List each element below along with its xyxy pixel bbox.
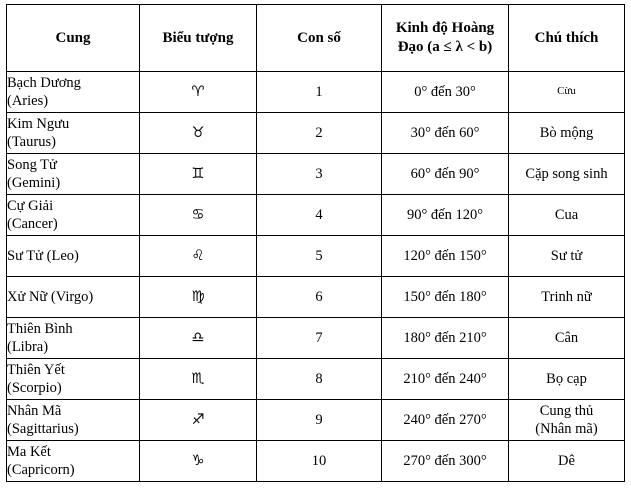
column-header-longitude: Kinh độ Hoàng Đạo (a ≤ λ < b) [382, 5, 509, 72]
cell-number: 5 [257, 236, 382, 277]
cell-number: 3 [257, 154, 382, 195]
sign-name: Bạch Dương [7, 74, 81, 91]
libra-symbol: ♎ [140, 318, 257, 359]
cell-sign [7, 400, 140, 441]
cell-longitude: 0° đến 30° [382, 72, 509, 113]
document-page [0, 4, 631, 499]
sign-name: Cự Giải [7, 197, 54, 214]
cell-number: 8 [257, 359, 382, 400]
sign-latin: (Aries) [7, 93, 49, 109]
sign-latin: (Gemini) [7, 175, 61, 191]
column-header-note: Chú thích [509, 5, 625, 72]
table-row [7, 236, 625, 277]
cell-sign [7, 318, 140, 359]
sign-latin: (Taurus) [7, 134, 56, 150]
cell-sign [7, 277, 140, 318]
note-line-1: Trinh nữ [541, 288, 592, 305]
cell-number: 6 [257, 277, 382, 318]
cell-sign [7, 113, 140, 154]
sign-name: Ma Kết [7, 443, 51, 460]
table-row [7, 195, 625, 236]
cell-note [509, 72, 625, 113]
cell-sign [7, 154, 140, 195]
sagittarius-symbol: ♐ [140, 400, 257, 441]
table-row [7, 400, 625, 441]
table-row [7, 359, 625, 400]
cell-note [509, 236, 625, 277]
cell-longitude: 270° đến 300° [382, 441, 509, 482]
cell-longitude: 30° đến 60° [382, 113, 509, 154]
sign-name: Kim Ngưu [7, 115, 70, 132]
table-header [7, 5, 625, 72]
table-header-row [7, 5, 625, 72]
sign-name: Thiên Yết [7, 361, 65, 378]
cell-note [509, 318, 625, 359]
cell-number: 1 [257, 72, 382, 113]
note-line-1: Cừu [557, 85, 576, 98]
sign-name: Song Tử [7, 156, 57, 173]
cell-sign [7, 441, 140, 482]
cell-sign [7, 359, 140, 400]
table-row [7, 277, 625, 318]
cell-sign [7, 72, 140, 113]
table-row [7, 318, 625, 359]
scorpio-symbol: ♏ [140, 359, 257, 400]
table-row [7, 72, 625, 113]
column-header-symbol: Biểu tượng [140, 5, 257, 72]
sign-name: Thiên Bình [7, 320, 73, 337]
leo-symbol: ♌ [140, 236, 257, 277]
cell-note [509, 113, 625, 154]
column-header-number: Con số [257, 5, 382, 72]
sign-latin: (Sagittarius) [7, 421, 79, 437]
cell-number: 2 [257, 113, 382, 154]
sign-latin: (Libra) [7, 339, 49, 355]
note-line-1: Bò mộng [539, 124, 594, 141]
sign-latin: (Capricorn) [7, 462, 75, 478]
cell-number: 10 [257, 441, 382, 482]
cell-longitude: 210° đến 240° [382, 359, 509, 400]
note-line-1: Cặp song sinh [525, 165, 608, 182]
cell-note [509, 400, 625, 441]
cell-number: 7 [257, 318, 382, 359]
cell-longitude: 150° đến 180° [382, 277, 509, 318]
cell-number: 9 [257, 400, 382, 441]
note-line-2: (Nhân mã) [535, 421, 598, 437]
note-line-1: Cua [554, 206, 579, 223]
cell-note [509, 195, 625, 236]
note-line-1: Cung thủ [539, 402, 594, 419]
note-line-1: Dê [558, 452, 575, 469]
cell-longitude: 60° đến 90° [382, 154, 509, 195]
cell-sign [7, 236, 140, 277]
table-row [7, 441, 625, 482]
gemini-symbol: ♊ [140, 154, 257, 195]
aries-symbol: ♈ [140, 72, 257, 113]
cell-longitude: 120° đến 150° [382, 236, 509, 277]
cell-number: 4 [257, 195, 382, 236]
cell-sign [7, 195, 140, 236]
taurus-symbol: ♉ [140, 113, 257, 154]
table-row [7, 113, 625, 154]
sign-name: Nhân Mã [7, 402, 62, 419]
sign-latin: (Scorpio) [7, 380, 62, 396]
table-body [7, 72, 625, 482]
sign-name: Xử Nữ (Virgo) [7, 288, 94, 305]
cell-longitude: 90° đến 120° [382, 195, 509, 236]
note-line-1: Cân [554, 329, 579, 346]
cell-note [509, 359, 625, 400]
sign-name: Sư Tử (Leo) [7, 247, 79, 264]
capricorn-symbol: ♑ [140, 441, 257, 482]
note-line-1: Sư tử [550, 247, 583, 264]
cell-longitude: 240° đến 270° [382, 400, 509, 441]
table-row [7, 154, 625, 195]
cell-longitude: 180° đến 210° [382, 318, 509, 359]
note-line-1: Bọ cạp [546, 370, 587, 387]
cell-note [509, 154, 625, 195]
cancer-symbol: ♋ [140, 195, 257, 236]
column-header-sign: Cung [7, 5, 140, 72]
zodiac-table [6, 4, 625, 482]
cell-note [509, 277, 625, 318]
virgo-symbol: ♍ [140, 277, 257, 318]
cell-note [509, 441, 625, 482]
sign-latin: (Cancer) [7, 216, 58, 232]
